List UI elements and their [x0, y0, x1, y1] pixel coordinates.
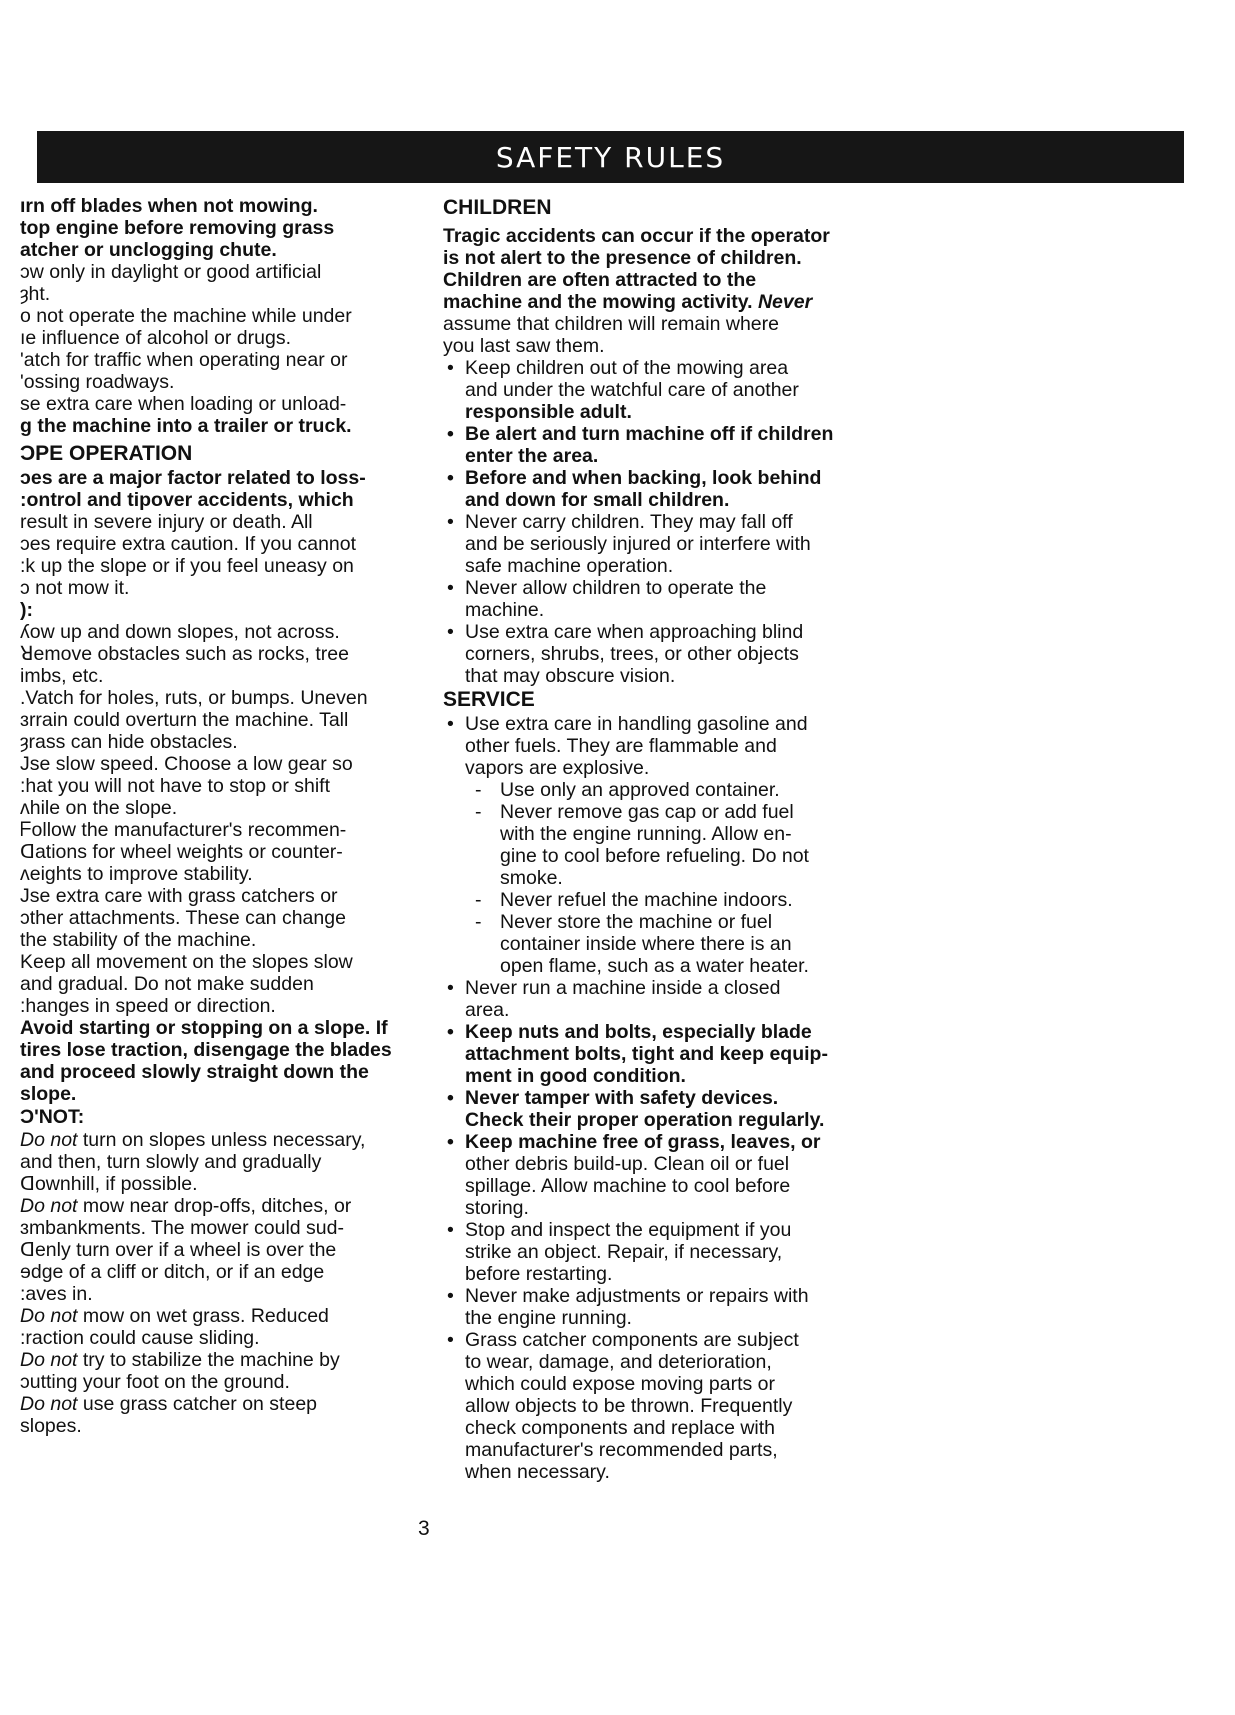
bullet-continuation: to wear, damage, and deterioration, — [465, 1351, 772, 1373]
bullet-continuation: other debris build-up. Clean oil or fuel — [465, 1153, 790, 1175]
rule-line: atcher or unclogging chute. — [20, 239, 277, 261]
page-title: SAFETY RULES — [495, 140, 726, 174]
do-item: tires lose traction, disengage the blades — [20, 1039, 392, 1061]
bullet-continuation: storing. — [465, 1197, 529, 1219]
bullet-continuation: when necessary. — [465, 1461, 610, 1483]
dont-text: use grass catcher on steep — [77, 1393, 318, 1415]
do-item: .Vatch for holes, ruts, or bumps. Uneven — [20, 687, 368, 709]
dont-text: mow near drop-offs, ditches, or — [77, 1195, 352, 1217]
bullet-item: • Grass catcher components are subject — [443, 1329, 863, 1351]
do-item: :hat you will not have to stop or shift — [20, 775, 331, 797]
bullet-item: • Before and when backing, look behind — [443, 467, 863, 489]
intro-line: ɔes are a major factor related to loss- — [20, 467, 366, 489]
do-not-emphasis: Do not — [20, 1393, 78, 1415]
rule-line: ırn off blades when not mowing. — [20, 195, 318, 217]
do-item: ꓤemove obstacles such as rocks, tree — [20, 643, 349, 665]
do-not-emphasis: Do not — [20, 1195, 78, 1217]
intro-line: :k up the slope or if you feel uneasy on — [20, 555, 354, 577]
slope-intro — [20, 467, 430, 599]
sub-item: - Use only an approved container. — [443, 779, 863, 801]
bullet-continuation: attachment bolts, tight and keep equip- — [465, 1043, 828, 1065]
bullet-continuation: and down for small children. — [465, 489, 730, 511]
bullet-item: • Keep machine free of grass, leaves, or — [443, 1131, 863, 1153]
rule-line: 'atch for traffic when operating near or — [20, 349, 348, 371]
dont-text: ɜmbankments. The mower could sud- — [20, 1217, 344, 1239]
dont-text: :aves in. — [20, 1283, 93, 1305]
do-item: :hanges in speed or direction. — [20, 995, 276, 1017]
sub-continuation: container inside where there is an — [500, 933, 792, 955]
sub-item: - Never store the machine or fuel — [443, 911, 863, 933]
dont-text: slopes. — [20, 1415, 82, 1437]
sub-item: - Never remove gas cap or add fuel — [443, 801, 863, 823]
dont-item — [20, 1151, 430, 1173]
dont-text: ɘdge of a cliff or ditch, or if an edge — [20, 1261, 325, 1283]
do-item: ʌeights to improve stability. — [20, 863, 253, 885]
rule-line: se extra care when loading or unload- — [20, 393, 347, 415]
do-item: ᖴollow the manufacturer's recommen- — [20, 819, 347, 841]
bullet-continuation: area. — [465, 999, 510, 1021]
do-item: ʎow up and down slopes, not across. — [20, 621, 340, 643]
rule-line: ɔw only in daylight or good artificial — [20, 261, 322, 283]
dont-text: ꓷownhill, if possible. — [20, 1173, 198, 1195]
intro-line: Tragic accidents can occur if the operator — [443, 225, 830, 247]
sub-continuation: with the engine running. Allow en- — [500, 823, 792, 845]
rule-line: top engine before removing grass — [20, 217, 335, 239]
service-heading: SERVICE — [443, 688, 535, 711]
dont-list — [20, 1129, 430, 1437]
slope-operation-heading: ƆPE OPERATION — [20, 442, 193, 465]
bullet-continuation: corners, shrubs, trees, or other objects — [465, 643, 799, 665]
do-item: ꓷations for wheel weights or counter- — [20, 841, 343, 863]
do-item: ʌhile on the slope. — [20, 797, 178, 819]
dont-item — [20, 1305, 430, 1327]
sub-item: - Never refuel the machine indoors. — [443, 889, 863, 911]
rule-line: o not operate the machine while under — [20, 305, 352, 327]
do-item: the stability of the machine. — [20, 929, 257, 951]
dont-text: ꓷenly turn over if a wheel is over the — [20, 1239, 337, 1261]
safety-rules-banner — [37, 131, 1184, 183]
dont-text: try to stabilize the machine by — [77, 1349, 340, 1371]
do-item: slope. — [20, 1083, 77, 1105]
children-intro — [443, 225, 863, 357]
sub-continuation: open flame, such as a water heater. — [500, 955, 809, 977]
bullet-continuation: ment in good condition. — [465, 1065, 686, 1087]
dont-text: :raction could cause sliding. — [20, 1327, 260, 1349]
dont-item — [20, 1393, 430, 1415]
dont-item — [20, 1217, 430, 1239]
rule-line: ȝht. — [20, 283, 51, 305]
intro-line: ɔ not mow it. — [20, 577, 130, 599]
bullet-continuation: responsible adult. — [465, 401, 632, 423]
rule-line: g the machine into a trailer or truck. — [20, 415, 352, 437]
bullet-continuation: which could expose moving parts or — [465, 1373, 775, 1395]
dont-item — [20, 1415, 430, 1437]
left-column — [20, 195, 430, 1437]
dont-item — [20, 1349, 430, 1371]
dont-item — [20, 1173, 430, 1195]
do-item: Jse extra care with grass catchers or — [20, 885, 338, 907]
do-item: Jse slow speed. Choose a low gear so — [20, 753, 353, 775]
bullet-continuation: allow objects to be thrown. Frequently — [465, 1395, 793, 1417]
bullet-continuation: that may obscure vision. — [465, 665, 676, 687]
dont-label: Ɔ'NOT: — [20, 1106, 85, 1128]
general-rules — [20, 195, 430, 437]
do-label: ): — [20, 599, 33, 621]
intro-line: is not alert to the presence of children. — [443, 247, 802, 269]
intro-text: machine and the mowing activity. — [443, 291, 758, 313]
bullet-continuation: vapors are explosive. — [465, 757, 650, 779]
rule-line: 'ossing roadways. — [20, 371, 175, 393]
dont-item — [20, 1195, 430, 1217]
dont-item — [20, 1283, 430, 1305]
bullet-continuation: Check their proper operation regularly. — [465, 1109, 825, 1131]
do-item: and proceed slowly straight down the — [20, 1061, 369, 1083]
dont-item — [20, 1327, 430, 1349]
do-item: Avoid starting or stopping on a slope. If — [20, 1017, 388, 1039]
intro-line — [443, 291, 863, 313]
do-not-emphasis: Do not — [20, 1129, 78, 1151]
do-list — [20, 621, 430, 1105]
bullet-item: • Never allow children to operate the — [443, 577, 863, 599]
intro-line: assume that children will remain where — [443, 313, 779, 335]
bullet-item: • Never run a machine inside a closed — [443, 977, 863, 999]
intro-line: Children are often attracted to the — [443, 269, 757, 291]
do-item: ɔther attachments. These can change — [20, 907, 346, 929]
service-list — [443, 713, 863, 1483]
bullet-item: • Never tamper with safety devices. — [443, 1087, 863, 1109]
bullet-item: • Keep children out of the mowing area — [443, 357, 863, 379]
bullet-item: • Use extra care when approaching blind — [443, 621, 863, 643]
children-bullets — [443, 357, 863, 687]
right-column — [443, 195, 863, 1483]
bullet-continuation: before restarting. — [465, 1263, 613, 1285]
bullet-item: • Use extra care in handling gasoline and — [443, 713, 863, 735]
dont-item — [20, 1261, 430, 1283]
do-item: ȝrass can hide obstacles. — [20, 731, 238, 753]
do-not-emphasis: Do not — [20, 1305, 78, 1327]
bullet-continuation: the engine running. — [465, 1307, 632, 1329]
do-item: imbs, etc. — [20, 665, 104, 687]
intro-line: :ontrol and tipover accidents, which — [20, 489, 354, 511]
sub-continuation: smoke. — [500, 867, 563, 889]
do-item: ɜrrain could overturn the machine. Tall — [20, 709, 349, 731]
bullet-continuation: other fuels. They are flammable and — [465, 735, 777, 757]
bullet-continuation: check components and replace with — [465, 1417, 776, 1439]
dont-text: and then, turn slowly and gradually — [20, 1151, 322, 1173]
dont-item — [20, 1129, 430, 1151]
dont-text: ɔutting your foot on the ground. — [20, 1371, 290, 1393]
bullet-continuation: safe machine operation. — [465, 555, 674, 577]
bullet-item: • Be alert and turn machine off if children — [443, 423, 863, 445]
dont-item — [20, 1371, 430, 1393]
bullet-continuation: enter the area. — [465, 445, 599, 467]
bullet-continuation: spillage. Allow machine to cool before — [465, 1175, 791, 1197]
bullet-continuation: machine. — [465, 599, 545, 621]
bullet-continuation: and under the watchful care of another — [465, 379, 799, 401]
do-not-emphasis: Do not — [20, 1349, 78, 1371]
never-emphasis: Never — [757, 291, 813, 313]
bullet-continuation: manufacturer's recommended parts, — [465, 1439, 778, 1461]
bullet-continuation: strike an object. Repair, if necessary, — [465, 1241, 783, 1263]
bullet-item: • Never carry children. They may fall off — [443, 511, 863, 533]
dont-text: mow on wet grass. Reduced — [77, 1305, 329, 1327]
dont-item — [20, 1239, 430, 1261]
children-heading: CHILDREN — [443, 196, 552, 219]
bullet-item: • Keep nuts and bolts, especially blade — [443, 1021, 863, 1043]
page-number: 3 — [418, 1517, 430, 1540]
intro-line: result in severe injury or death. All — [20, 511, 313, 533]
do-item: Keep all movement on the slopes slow — [20, 951, 353, 973]
rule-line: ıe influence of alcohol or drugs. — [20, 327, 292, 349]
dont-text: turn on slopes unless necessary, — [77, 1129, 366, 1151]
sub-continuation: gine to cool before refueling. Do not — [500, 845, 809, 867]
bullet-item: • Stop and inspect the equipment if you — [443, 1219, 863, 1241]
intro-line: ɔes require extra caution. If you cannot — [20, 533, 357, 555]
bullet-continuation: and be seriously injured or interfere with — [465, 533, 811, 555]
do-item: and gradual. Do not make sudden — [20, 973, 314, 995]
bullet-item: • Never make adjustments or repairs with — [443, 1285, 863, 1307]
intro-line: you last saw them. — [443, 335, 605, 357]
